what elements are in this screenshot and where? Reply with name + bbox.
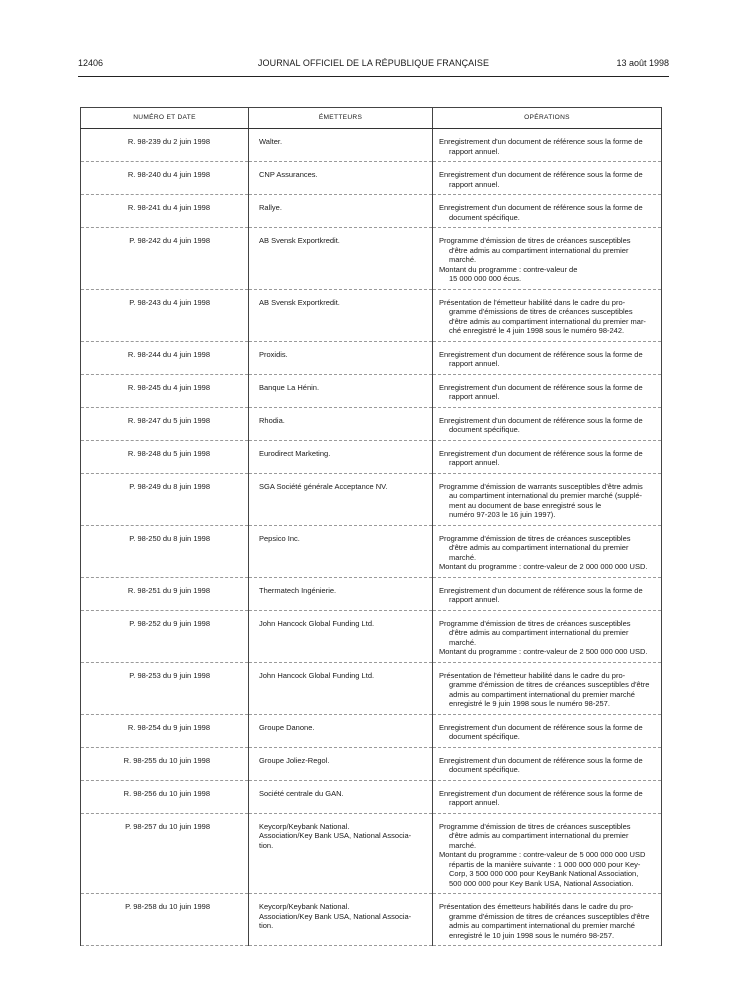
table-row — [81, 228, 662, 290]
registration-number-date: R. 98-254 du 9 juin 1998 — [81, 714, 249, 747]
operations-cell — [433, 662, 662, 714]
registration-number-date: P. 98-252 du 9 juin 1998 — [81, 610, 249, 662]
operation-line: rapport annuel. — [449, 359, 500, 368]
table-row — [81, 129, 662, 162]
column-header-numero: NUMÉRO ET DATE — [81, 108, 249, 129]
operation-line: gramme d'émissions de titres de créances susceptibles — [449, 307, 633, 316]
operation-line: document spécifique. — [449, 425, 520, 434]
operations-cell — [433, 440, 662, 473]
column-header-operations: OPÉRATIONS — [433, 108, 662, 129]
table-row — [81, 341, 662, 374]
registration-number-date: R. 98-248 du 5 juin 1998 — [81, 440, 249, 473]
table-row — [81, 662, 662, 714]
registration-number-date: P. 98-253 du 9 juin 1998 — [81, 662, 249, 714]
registration-number-date: R. 98-241 du 4 juin 1998 — [81, 195, 249, 228]
registration-table — [80, 107, 662, 946]
operations-cell — [433, 747, 662, 780]
header-rule — [78, 76, 669, 77]
registration-number-date: P. 98-258 du 10 juin 1998 — [81, 894, 249, 946]
operation-line: numéro 97-203 le 16 juin 1997). — [449, 510, 556, 519]
operation-line: d'être admis au compartiment international du premier mar- — [449, 316, 646, 326]
operations-cell — [433, 162, 662, 195]
issuer-cell: Proxidis. — [249, 341, 433, 374]
operations-cell — [433, 129, 662, 162]
operation-line: Programme d'émission de titres de créances susceptibles — [439, 533, 631, 543]
table-row — [81, 162, 662, 195]
operation-line: marché. — [449, 840, 477, 850]
operation-line: au compartiment international du premier marché (supplé- — [449, 491, 643, 500]
table-row — [81, 894, 662, 946]
operation-line: Montant du programme : contre-valeur de — [439, 264, 578, 274]
operations-cell — [433, 610, 662, 662]
operation-line: Enregistrement d'un document de référence sous la forme de — [439, 722, 643, 732]
table-row — [81, 577, 662, 610]
operation-line: 500 000 000 pour Key Bank USA, National Association. — [449, 878, 634, 888]
operation-line: rapport annuel. — [449, 179, 500, 189]
operation-line: Enregistrement d'un document de référence sous la forme de — [439, 170, 643, 179]
table-row — [81, 440, 662, 473]
registration-number-date: R. 98-239 du 2 juin 1998 — [81, 129, 249, 162]
issuer-cell: AB Svensk Exportkredit. — [249, 228, 433, 290]
page-number: 12406 — [78, 58, 104, 68]
registration-number-date: P. 98-250 du 8 juin 1998 — [81, 525, 249, 577]
operations-cell — [433, 714, 662, 747]
operation-line: marché. — [449, 637, 477, 647]
registration-number-date: P. 98-257 du 10 juin 1998 — [81, 813, 249, 894]
registration-number-date: P. 98-243 du 4 juin 1998 — [81, 289, 249, 341]
registration-number-date: R. 98-251 du 9 juin 1998 — [81, 577, 249, 610]
table-row — [81, 780, 662, 813]
issuer-cell: Société centrale du GAN. — [249, 780, 433, 813]
operation-line: Enregistrement d'un document de référence sous la forme de — [439, 382, 643, 392]
table-row — [81, 473, 662, 525]
operation-line: d'être admis au compartiment international du premier — [449, 831, 629, 840]
table-row — [81, 374, 662, 407]
operation-line: enregistré le 9 juin 1998 sous le numéro 98-257. — [449, 699, 610, 708]
issuer-cell: CNP Assurances. — [249, 162, 433, 195]
issuer-line: Keycorp/Keybank National. — [259, 821, 350, 831]
issuer-cell — [249, 813, 433, 894]
operation-line: gramme d'émission de titres de créances susceptibles d'être — [449, 911, 650, 921]
operation-line: document spécifique. — [449, 732, 520, 741]
operation-line: Présentation de l'émetteur habilité dans le cadre du pro- — [439, 297, 626, 307]
operations-cell — [433, 577, 662, 610]
operation-line: Montant du programme : contre-valeur de 5 000 000 000 USD — [439, 850, 646, 859]
issuer-cell: Rhodia. — [249, 407, 433, 440]
journal-title: JOURNAL OFFICIEL DE LA RÉPUBLIQUE FRANÇAISE — [257, 58, 490, 68]
operation-line: d'être admis au compartiment international du premier — [449, 628, 629, 637]
operation-line: document spécifique. — [449, 212, 520, 222]
registration-number-date: P. 98-242 du 4 juin 1998 — [81, 228, 249, 290]
table-row — [81, 525, 662, 577]
operation-line: marché. — [449, 552, 477, 562]
table-header-row — [81, 108, 662, 129]
operation-line: Présentation des émetteurs habilités dans le cadre du pro- — [439, 902, 634, 911]
operation-line: Enregistrement d'un document de référence sous la forme de — [439, 137, 643, 146]
issuer-cell: Pepsico Inc. — [249, 525, 433, 577]
operation-line: rapport annuel. — [449, 595, 500, 604]
operation-line: rapport annuel. — [449, 798, 500, 807]
table-row — [81, 195, 662, 228]
operation-line: Programme d'émission de titres de créances susceptibles — [439, 618, 631, 628]
operation-line: rapport annuel. — [449, 458, 500, 467]
issuer-cell: Eurodirect Marketing. — [249, 440, 433, 473]
registration-number-date: R. 98-255 du 10 juin 1998 — [81, 747, 249, 780]
operations-cell — [433, 473, 662, 525]
issuer-cell: Rallye. — [249, 195, 433, 228]
registration-number-date: R. 98-247 du 5 juin 1998 — [81, 407, 249, 440]
issuer-cell: John Hancock Global Funding Ltd. — [249, 662, 433, 714]
operation-line: Enregistrement d'un document de référence sous la forme de — [439, 755, 643, 765]
registration-number-date: R. 98-256 du 10 juin 1998 — [81, 780, 249, 813]
table-row — [81, 714, 662, 747]
operation-line: répartis de la manière suivante : 1 000 000 000 pour Key- — [449, 859, 641, 869]
operations-cell — [433, 813, 662, 894]
operation-line: rapport annuel. — [449, 392, 500, 401]
operations-cell — [433, 289, 662, 341]
table-row — [81, 407, 662, 440]
issuer-cell: John Hancock Global Funding Ltd. — [249, 610, 433, 662]
operation-line: document spécifique. — [449, 765, 520, 774]
operations-cell — [433, 195, 662, 228]
issuer-cell: Groupe Danone. — [249, 714, 433, 747]
operation-line: 15 000 000 000 écus. — [449, 274, 522, 283]
operation-line: Montant du programme : contre-valeur de 2 500 000 000 USD. — [439, 647, 648, 656]
issuer-cell: Groupe Joliez-Regol. — [249, 747, 433, 780]
operation-line: marché. — [449, 255, 477, 264]
operation-line: Enregistrement d'un document de référence sous la forme de — [439, 203, 643, 212]
operation-line: Présentation de l'émetteur habilité dans le cadre du pro- — [439, 670, 626, 680]
issuer-line: Association/Key Bank USA, National Associa- — [259, 911, 412, 921]
issuer-line: Association/Key Bank USA, National Associa- — [259, 831, 412, 840]
operation-line: rapport annuel. — [449, 146, 500, 156]
operation-line: d'être admis au compartiment international du premier — [449, 245, 629, 255]
registration-number-date: P. 98-249 du 8 juin 1998 — [81, 473, 249, 525]
operations-cell — [433, 374, 662, 407]
registration-number-date: R. 98-245 du 4 juin 1998 — [81, 374, 249, 407]
operation-line: admis au compartiment international du premier marché — [449, 689, 635, 699]
operation-line: enregistré le 10 juin 1998 sous le numéro 98-257. — [449, 930, 615, 940]
column-header-emetteurs: ÉMETTEURS — [249, 108, 433, 129]
operation-line: Programme d'émission de warrants susceptibles d'être admis — [439, 481, 643, 491]
operation-line: Montant du programme : contre-valeur de 2 000 000 000 USD. — [439, 562, 648, 571]
operation-line: Enregistrement d'un document de référence sous la forme de — [439, 585, 643, 595]
operation-line: Enregistrement d'un document de référence sous la forme de — [439, 349, 643, 359]
table-row — [81, 747, 662, 780]
operation-line: ment au document de base enregistré sous le — [449, 500, 602, 510]
operations-cell — [433, 525, 662, 577]
issuer-line: Keycorp/Keybank National. — [259, 902, 350, 911]
table-row — [81, 289, 662, 341]
operations-cell — [433, 341, 662, 374]
operation-line: Enregistrement d'un document de référence sous la forme de — [439, 415, 643, 425]
operation-line: Programme d'émission de titres de créances susceptibles — [439, 821, 631, 831]
issuer-cell: Walter. — [249, 129, 433, 162]
operation-line: Programme d'émission de titres de créances susceptibles — [439, 236, 631, 245]
issuer-cell: SGA Société générale Acceptance NV. — [249, 473, 433, 525]
page-header — [78, 58, 669, 72]
operation-line: gramme d'émission de titres de créances susceptibles d'être — [449, 680, 650, 689]
registration-number-date: R. 98-240 du 4 juin 1998 — [81, 162, 249, 195]
issuer-line: tion. — [259, 840, 274, 850]
operations-cell — [433, 894, 662, 946]
issuer-cell — [249, 894, 433, 946]
operations-cell — [433, 407, 662, 440]
operation-line: ché enregistré le 4 juin 1998 sous le numéro 98-242. — [449, 326, 625, 335]
operations-cell — [433, 780, 662, 813]
operation-line: admis au compartiment international du premier marché — [449, 921, 635, 930]
issue-date: 13 août 1998 — [616, 58, 669, 68]
issuer-cell: Thermatech Ingénierie. — [249, 577, 433, 610]
issuer-line: tion. — [259, 921, 274, 930]
issuer-cell: Banque La Hénin. — [249, 374, 433, 407]
table-body — [81, 129, 662, 946]
operation-line: Enregistrement d'un document de référence sous la forme de — [439, 448, 643, 458]
operation-line: Corp, 3 500 000 000 pour KeyBank National Association, — [449, 869, 639, 878]
operation-line: Enregistrement d'un document de référence sous la forme de — [439, 788, 643, 798]
operations-cell — [433, 228, 662, 290]
table-row — [81, 610, 662, 662]
registration-number-date: R. 98-244 du 4 juin 1998 — [81, 341, 249, 374]
issuer-cell: AB Svensk Exportkredit. — [249, 289, 433, 341]
table-row — [81, 813, 662, 894]
operation-line: d'être admis au compartiment international du premier — [449, 543, 629, 552]
